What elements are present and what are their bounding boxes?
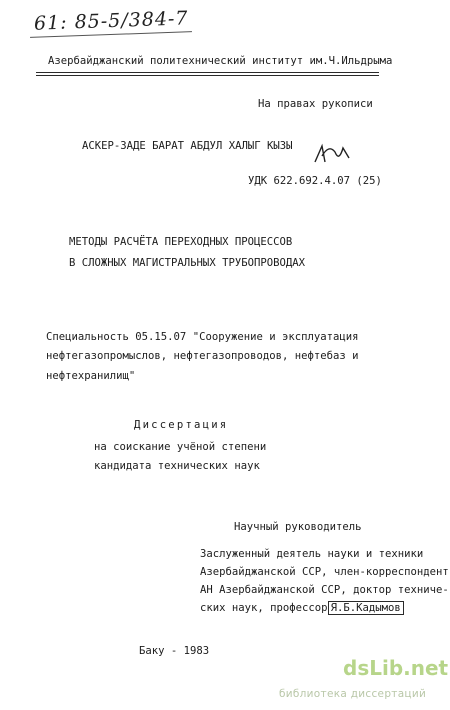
watermark-subtitle: библиотека диссертаций	[279, 688, 427, 700]
title-line-1: МЕТОДЫ РАСЧЁТА ПЕРЕХОДНЫХ ПРОЦЕССОВ	[69, 236, 293, 248]
watermark-logo	[343, 656, 448, 680]
rights-note: На правах рукописи	[258, 98, 373, 110]
handwritten-code: 61: 85-5/384-7	[33, 7, 189, 35]
supervisor-title: ских наук, профессор	[200, 602, 328, 614]
author-signature	[313, 140, 353, 168]
institute-rule	[36, 72, 379, 73]
specialty-line-1: Специальность 05.15.07 "Сооружение и эксплуатация	[46, 331, 359, 343]
degree-line-1: на соискание учёной степени	[94, 441, 267, 453]
supervisor-line-1: Заслуженный деятель науки и техники	[200, 548, 424, 560]
city-year: Баку - 1983	[139, 645, 210, 657]
supervisor-line-4	[200, 602, 404, 615]
supervisor-line-3: АН Азербайджанской ССР, доктор техниче-	[200, 584, 449, 596]
supervisor-heading: Научный руководитель	[234, 521, 362, 533]
title-line-2: В СЛОЖНЫХ МАГИСТРАЛЬНЫХ ТРУБОПРОВОДАХ	[69, 257, 305, 269]
watermark-logo-text: dsLib.net	[343, 656, 449, 680]
udk-code: УДК 622.692.4.07 (25)	[248, 175, 382, 187]
specialty-line-2: нефтегазопромыслов, нефтегазопроводов, нефтебаз и	[46, 350, 359, 362]
specialty-line-3: нефтехранилищ"	[46, 370, 136, 382]
degree-line-2: кандидата технических наук	[94, 460, 260, 472]
supervisor-name: Я.Б.Кадымов	[328, 601, 404, 615]
institute-rule-2	[36, 75, 379, 76]
author-name: АСКЕР-ЗАДЕ БАРАТ АБДУЛ ХАЛЫГ КЫЗЫ	[82, 140, 293, 152]
institute-name: Азербайджанский политехнический институт им.Ч.Ильдрыма	[48, 55, 393, 67]
supervisor-line-2: Азербайджанской ССР, член-корреспондент	[200, 566, 449, 578]
work-type: Диссертация	[134, 419, 229, 431]
